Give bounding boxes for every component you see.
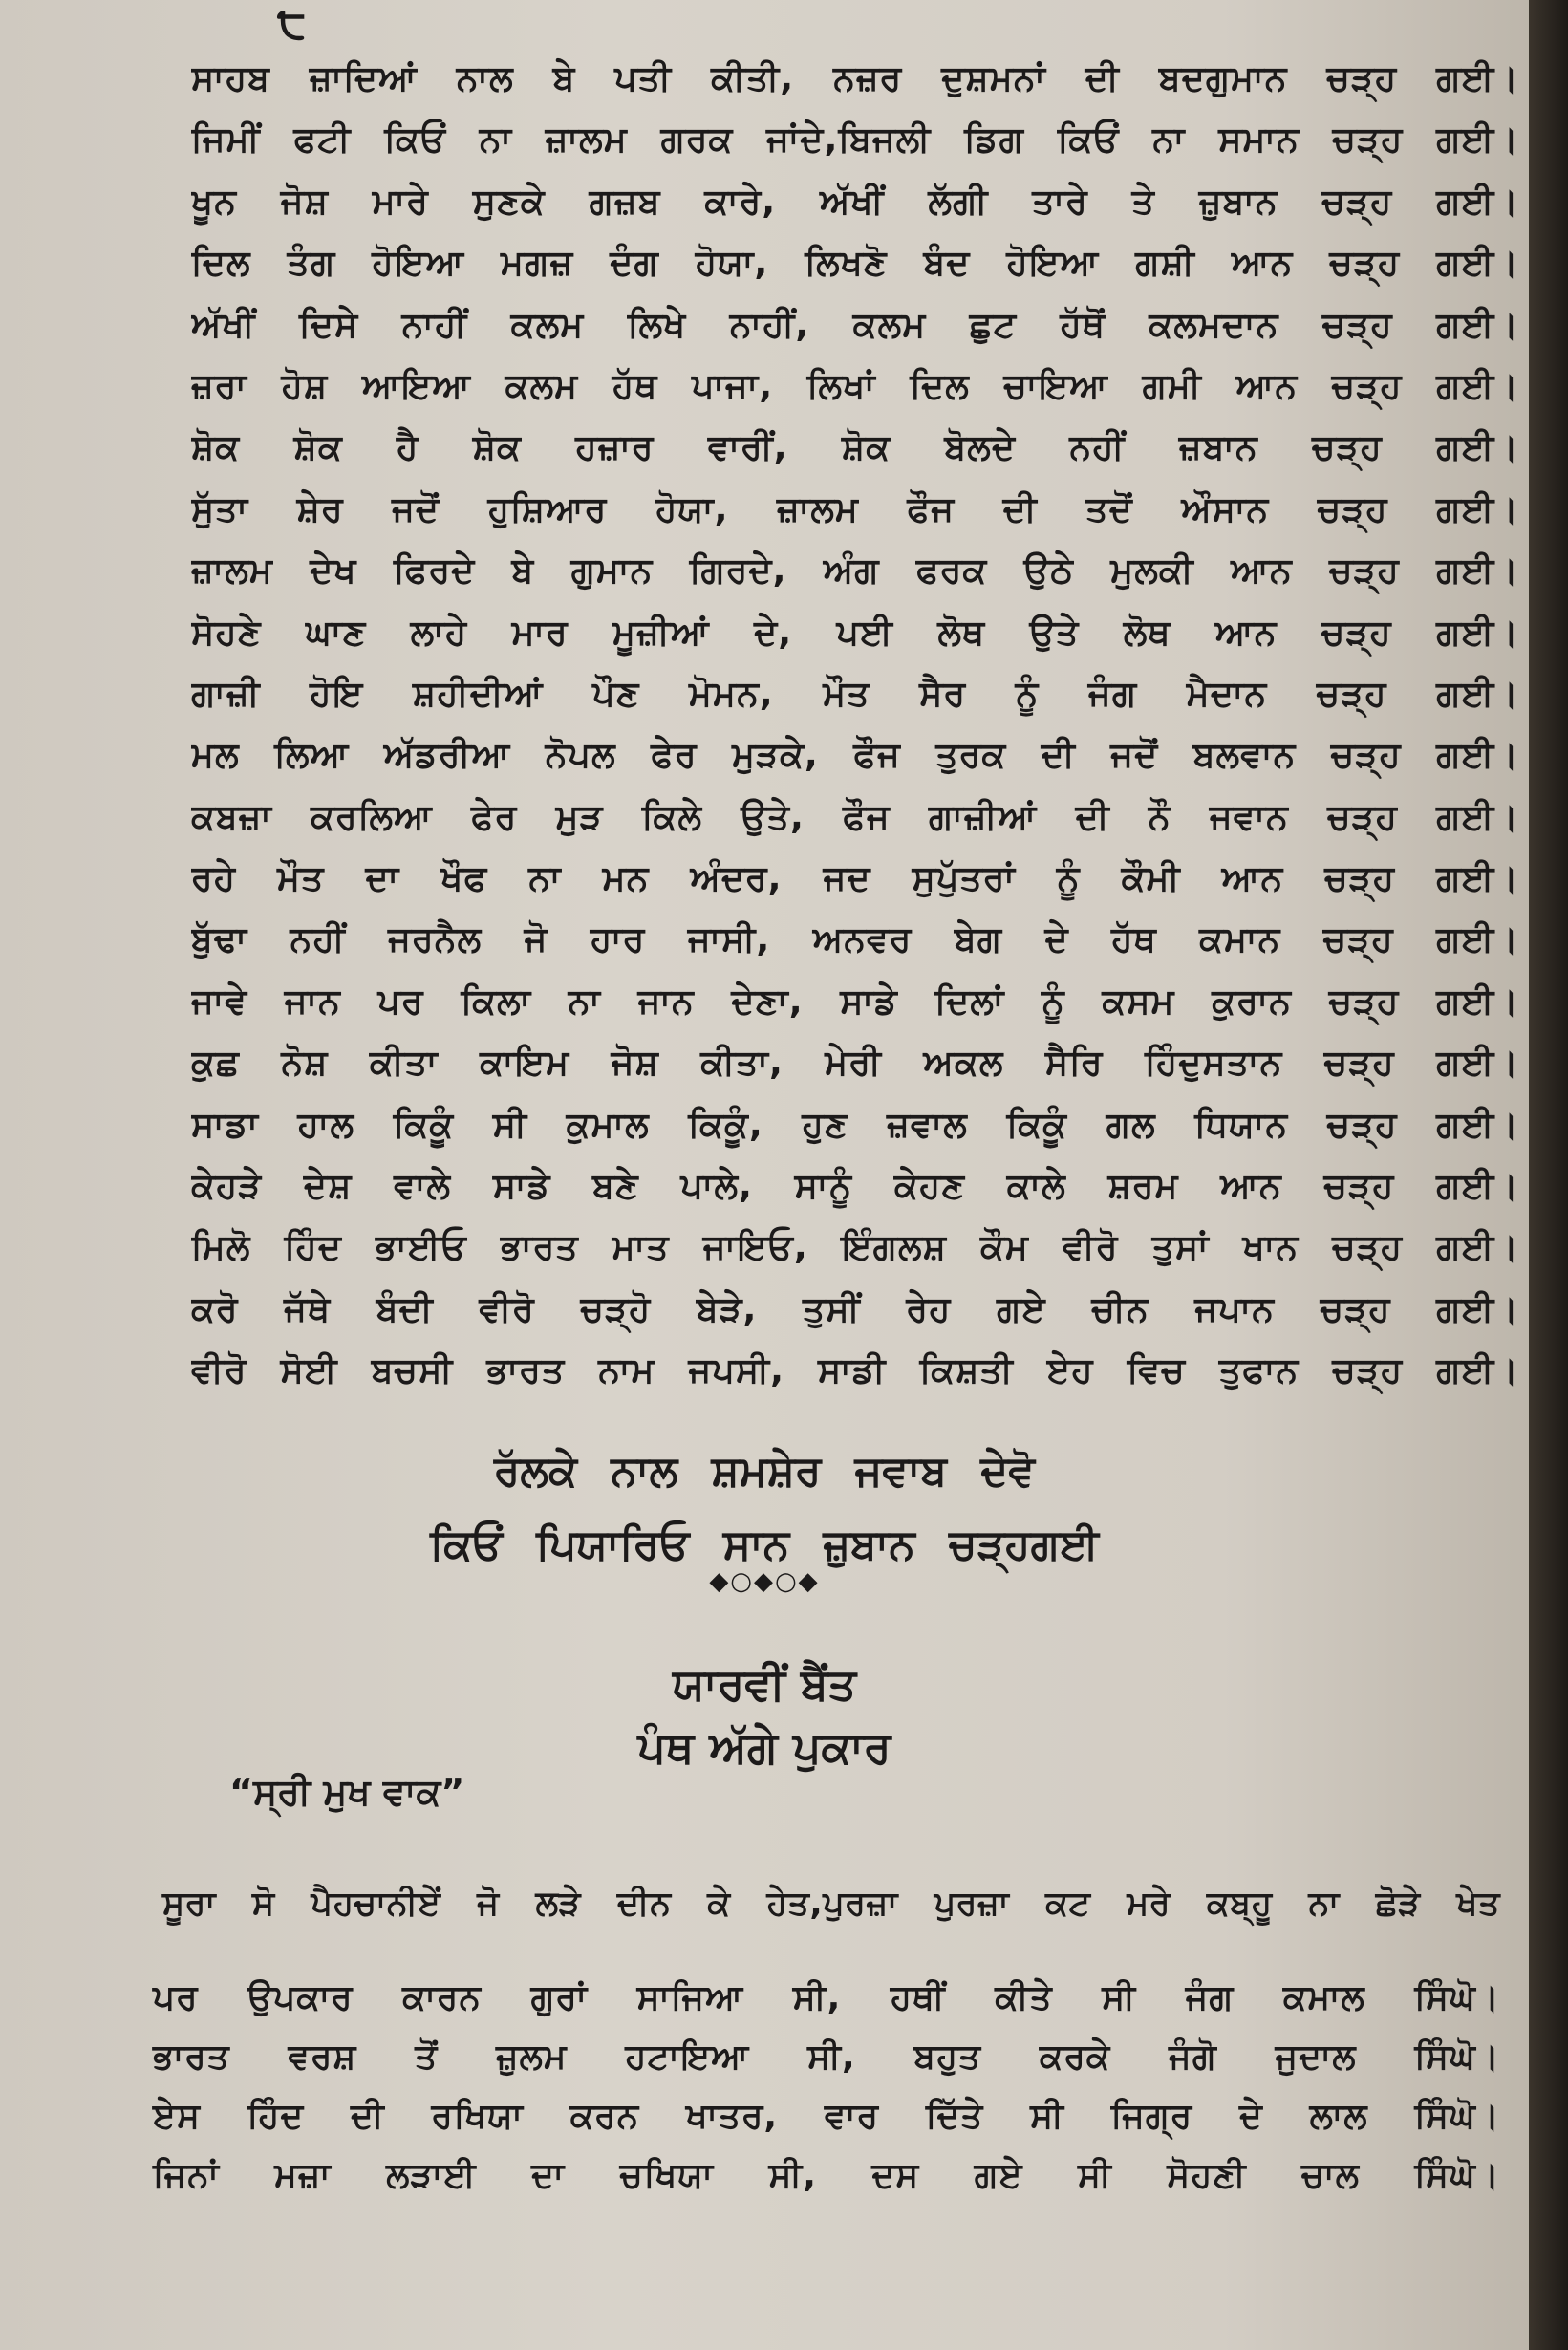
verse-line: ਜਾਵੇ ਜਾਨ ਪਰ ਕਿਲਾ ਨਾ ਜਾਨ ਦੇਣਾ, ਸਾਡੇ ਦਿਲਾਂ ਨੂੰ ਕਸਮ ਕੁਰਾਨ ਚੜ੍ਹ ਗਈ। (191, 980, 1519, 1022)
verse-line: ਕੁਛ ਨੋਸ਼ ਕੀਤਾ ਕਾਇਮ ਜੋਸ਼ ਕੀਤਾ, ਮੇਰੀ ਅਕਲ ਸੈਰਿ ਹਿੰਦੁਸਤਾਨ ਚੜ੍ਹ ਗਈ। (191, 1042, 1519, 1084)
verse-line: ਭਾਰਤ ਵਰਸ਼ ਤੋਂ ਜ਼ੁਲਮ ਹਟਾਇਆ ਸੀ, ਬਹੁਤ ਕਰਕੇ ਜੰਗੋ ਜੁਦਾਲ ਸਿੰਘੋ। (153, 2037, 1500, 2077)
verse-line: ਕਰੋ ਜੱਥੇ ਬੰਦੀ ਵੀਰੋ ਚੜ੍ਹੋ ਬੇੜੇ, ਤੁਸੀਂ ਰੇਹ ਗਏ ਚੀਨ ਜਪਾਨ ਚੜ੍ਹ ਗਈ। (191, 1287, 1519, 1329)
quote-heading: “ਸ੍ਰੀ ਮੁਖ ਵਾਕ” (229, 1771, 465, 1813)
verse-line: ਮਿਲੋ ਹਿੰਦ ਭਾਈਓ ਭਾਰਤ ਮਾਤ ਜਾਇਓ, ਇੰਗਲਸ਼ ਕੌਮ ਵੀਰੋ ਤੁਸਾਂ ਖਾਨ ਚੜ੍ਹ ਗਈ। (191, 1226, 1519, 1268)
verse-line: ਅੱਖੀਂ ਦਿਸੇ ਨਾਹੀਂ ਕਲਮ ਲਿਖੇ ਨਾਹੀਂ, ਕਲਮ ਛੁਟ ਹੱਥੋਂ ਕਲਮਦਾਨ ਚੜ੍ਹ ਗਈ। (191, 303, 1519, 345)
verse-line: ਕਬਜ਼ਾ ਕਰਲਿਆ ਫੇਰ ਮੁੜ ਕਿਲੇ ਉਤੇ, ਫੌਜ ਗਾਜ਼ੀਆਂ ਦੀ ਨੌ ਜਵਾਨ ਚੜ੍ਹ ਗਈ। (191, 795, 1519, 837)
verse-line: ਸ਼ੋਕ ਸ਼ੋਕ ਹੈ ਸ਼ੋਕ ਹਜ਼ਾਰ ਵਾਰੀਂ, ਸ਼ੋਕ ਬੋਲਦੇ ਨਹੀਂ ਜ਼ਬਾਨ ਚੜ੍ਹ ਗਈ। (191, 426, 1519, 468)
verse-line: ਵੀਰੋ ਸੋਈ ਬਚਸੀ ਭਾਰਤ ਨਾਮ ਜਪਸੀ, ਸਾਡੀ ਕਿਸ਼ਤੀ ਏਹ ਵਿਚ ਤੁਫਾਨ ਚੜ੍ਹ ਗਈ। (191, 1349, 1519, 1391)
verse-line: ਜ਼ਾਲਮ ਦੇਖ ਫਿਰਦੇ ਬੇ ਗੁਮਾਨ ਗਿਰਦੇ, ਅੰਗ ਫਰਕ ਉਠੇ ਮੁਲਕੀ ਆਨ ਚੜ੍ਹ ਗਈ। (191, 550, 1519, 592)
page-number: ੮ (277, 0, 307, 48)
verse-line: ਖੂਨ ਜੋਸ਼ ਮਾਰੇ ਸੁਣਕੇ ਗਜ਼ਬ ਕਾਰੇ, ਅੱਖੀਂ ਲੱਗੀ ਤਾਰੇ ਤੇ ਜ਼ੁਬਾਨ ਚੜ੍ਹ ਗਈ। (191, 180, 1519, 222)
ornament-divider: ◆○◆○◆ (709, 1567, 820, 1596)
verse-line: ਰਹੇ ਮੌਤ ਦਾ ਖੌਫ ਨਾ ਮਨ ਅੰਦਰ, ਜਦ ਸੁਪੁੱਤਰਾਂ ਨੂੰ ਕੌਮੀ ਆਨ ਚੜ੍ਹ ਗਈ। (191, 857, 1519, 899)
verse-line: ਜਿਮੀਂ ਫਟੀ ਕਿਓਂ ਨਾ ਜ਼ਾਲਮ ਗਰਕ ਜਾਂਦੇ,ਬਿਜਲੀ ਡਿਗ ਕਿਓਂ ਨਾ ਸਮਾਨ ਚੜ੍ਹ ਗਈ। (191, 119, 1519, 161)
verse-line: ਪਰ ਉਪਕਾਰ ਕਾਰਨ ਗੁਰਾਂ ਸਾਜਿਆ ਸੀ, ਹਥੀਂ ਕੀਤੇ ਸੀ ਜੰਗ ਕਮਾਲ ਸਿੰਘੋ। (153, 1978, 1500, 2017)
verse-line: ਸੁੱਤਾ ਸ਼ੇਰ ਜਦੋਂ ਹੁਸ਼ਿਆਰ ਹੋਯਾ, ਜ਼ਾਲਮ ਫੌਜ ਦੀ ਤਦੋਂ ਔਸਾਨ ਚੜ੍ਹ ਗਈ। (191, 487, 1519, 529)
couplet-line-1: ਰੱਲਕੇ ਨਾਲ ਸ਼ਮਸ਼ੇਰ ਜਵਾਬ ਦੇਵੋ (494, 1447, 1035, 1496)
verse-block-2 (153, 1969, 1500, 2206)
couplet-line-2: ਕਿਓਂ ਪਿਯਾਰਿਓ ਸਾਨ ਜ਼ੁਬਾਨ ਚੜ੍ਹਗਈ (430, 1520, 1099, 1569)
verse-line: ਜ਼ਰਾ ਹੋਸ਼ ਆਇਆ ਕਲਮ ਹੱਥ ਪਾਜਾ, ਲਿਖਾਂ ਦਿਲ ਚਾਇਆ ਗਮੀ ਆਨ ਚੜ੍ਹ ਗਈ। (191, 364, 1519, 406)
verse-line: ਏਸ ਹਿੰਦ ਦੀ ਰਖਿਯਾ ਕਰਨ ਖਾਤਰ, ਵਾਰ ਦਿੱਤੇ ਸੀ ਜਿਗ੍ਰ ਦੇ ਲਾਲ ਸਿੰਘੋ। (153, 2097, 1500, 2136)
verse-line: ਸਾਡਾ ਹਾਲ ਕਿਕੂੰ ਸੀ ਕੁਮਾਲ ਕਿਕੂੰ, ਹੁਣ ਜ਼ਵਾਲ ਕਿਕੂੰ ਗਲ ਧਿਯਾਨ ਚੜ੍ਹ ਗਈ। (191, 1103, 1519, 1145)
verse-line: ਮਲ ਲਿਆ ਅੱਡਰੀਆ ਨੋਪਲ ਫੇਰ ਮੁੜਕੇ, ਫੌਜ ਤੁਰਕ ਦੀ ਜਦੋਂ ਬਲਵਾਨ ਚੜ੍ਹ ਗਈ। (191, 734, 1519, 776)
verse-line: ਜਿਨਾਂ ਮਜ਼ਾ ਲੜਾਈ ਦਾ ਚਖਿਯਾ ਸੀ, ਦਸ ਗਏ ਸੀ ਸੋਹਣੀ ਚਾਲ ਸਿੰਘੋ। (153, 2156, 1500, 2195)
verse-line: ਦਿਲ ਤੰਗ ਹੋਇਆ ਮਗਜ਼ ਦੰਗ ਹੋਯਾ, ਲਿਖਣੋ ਬੰਦ ਹੋਇਆ ਗਸ਼ੀ ਆਨ ਚੜ੍ਹ ਗਈ। (191, 242, 1519, 284)
verse-line: ਗਾਜ਼ੀ ਹੋਇ ਸ਼ਹੀਦੀਆਂ ਪੌਣ ਮੋਮਨ, ਮੌਤ ਸੈਰ ਨੂੰ ਜੰਗ ਮੈਦਾਨ ਚੜ੍ਹ ਗਈ। (191, 672, 1519, 714)
verse-line: ਬੁੱਢਾ ਨਹੀਂ ਜਰਨੈਲ ਜੋ ਹਾਰ ਜਾਸੀ, ਅਨਵਰ ਬੇਗ ਦੇ ਹੱਥ ਕਮਾਨ ਚੜ੍ਹ ਗਈ। (191, 918, 1519, 960)
verse-line: ਸਾਹਬ ਜ਼ਾਦਿਆਂ ਨਾਲ ਬੇ ਪਤੀ ਕੀਤੀ, ਨਜ਼ਰ ਦੁਸ਼ਮਨਾਂ ਦੀ ਬਦਗੁਮਾਨ ਚੜ੍ਹ ਗਈ। (191, 57, 1519, 98)
section-title: ਯਾਰਵੀਂ ਬੈਂਤ (672, 1658, 857, 1710)
verse-line: ਕੇਹੜੇ ਦੇਸ਼ ਵਾਲੇ ਸਾਡੇ ਬਣੇ ਪਾਲੇ, ਸਾਨੂੰ ਕੇਹਣ ਕਾਲੇ ਸ਼ਰਮ ਆਨ ਚੜ੍ਹ ਗਈ। (191, 1165, 1519, 1207)
verse-line: ਸੋਹਣੇ ਘਾਣ ਲਾਹੇ ਮਾਰ ਮੂਜ਼ੀਆਂ ਦੇ, ਪਈ ਲੋਥ ਉਤੇ ਲੋਥ ਆਨ ਚੜ੍ਹ ਗਈ। (191, 611, 1519, 653)
verse-block (191, 48, 1529, 1402)
section-subtitle: ਪੰਥ ਅੱਗੇ ਪੁਕਾਰ (637, 1721, 891, 1773)
shloka-line: ਸੂਰਾ ਸੋ ਪੈਹਚਾਨੀਏਂ ਜੋ ਲੜੇ ਦੀਨ ਕੇ ਹੇਤ,ਪੁਰਜ਼ਾ ਪੁਰਜ਼ਾ ਕਟ ਮਰੇ ਕਬ੍ਹੂ ਨਾ ਛੋੜੇ ਖੇਤ (162, 1885, 1500, 1923)
book-binding-edge (1529, 0, 1568, 2350)
